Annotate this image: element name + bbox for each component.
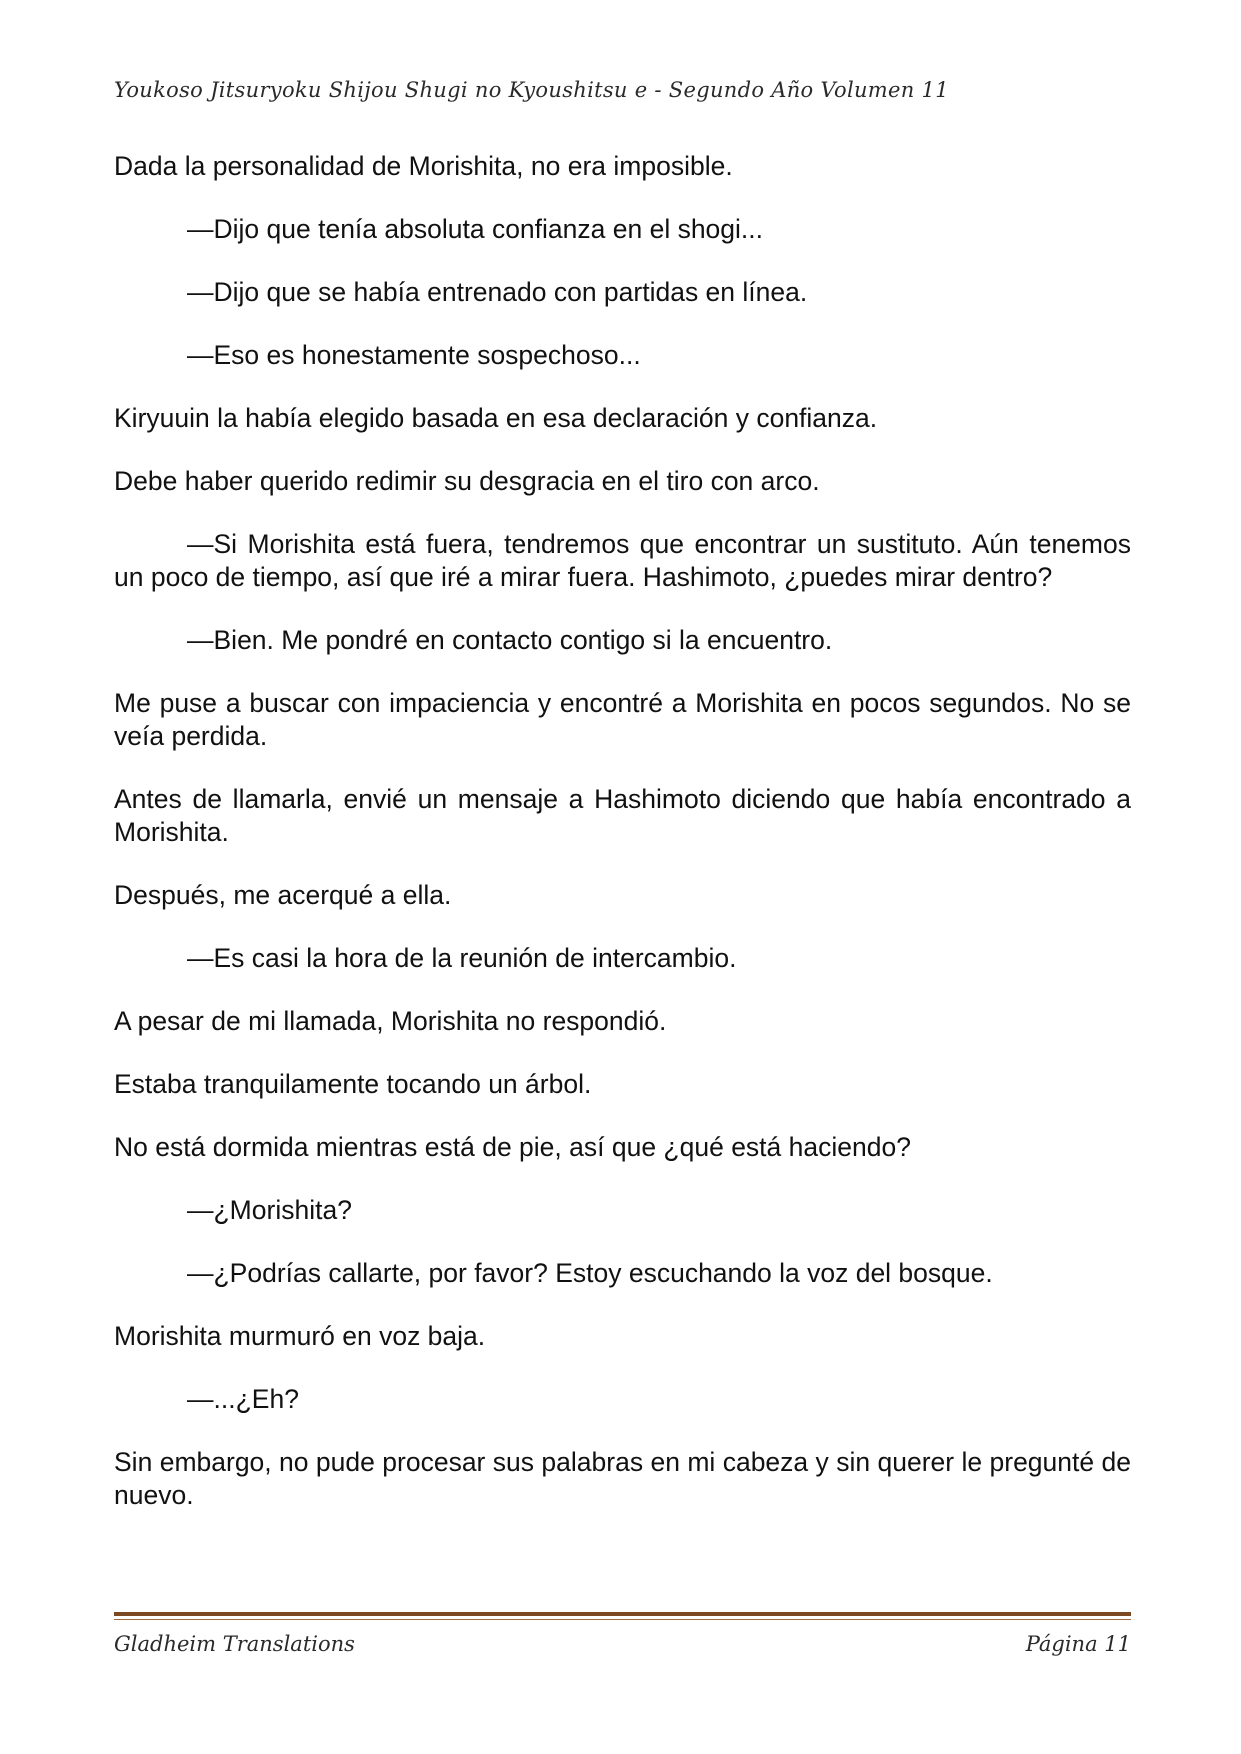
paragraph: Estaba tranquilamente tocando un árbol.	[114, 1069, 592, 1099]
dialogue-paragraph: —Dijo que se había entrenado con partidas en línea.	[187, 277, 808, 307]
page-body	[114, 150, 1131, 1542]
footer-translator-credit: Gladheim Translations	[114, 1632, 355, 1656]
dialogue-paragraph: —Eso es honestamente sospechoso...	[187, 340, 641, 370]
paragraph: Me puse a buscar con impaciencia y encontré a Morishita en pocos segundos. No se veía perdida.	[114, 688, 1131, 751]
paragraph: Kiryuuin la había elegido basada en esa declaración y confianza.	[114, 403, 878, 433]
dialogue-paragraph: —...¿Eh?	[187, 1384, 299, 1414]
paragraph: Morishita murmuró en voz baja.	[114, 1321, 486, 1351]
paragraph: A pesar de mi llamada, Morishita no respondió.	[114, 1006, 667, 1036]
paragraph: Debe haber querido redimir su desgracia en el tiro con arco.	[114, 466, 820, 496]
dialogue-paragraph: —¿Podrías callarte, por favor? Estoy escuchando la voz del bosque.	[187, 1258, 993, 1288]
paragraph: Dada la personalidad de Morishita, no era imposible.	[114, 151, 733, 181]
paragraph: Antes de llamarla, envié un mensaje a Hashimoto diciendo que había encontrado a Morishita.	[114, 784, 1131, 847]
dialogue-paragraph: —Si Morishita está fuera, tendremos que encontrar un sustituto. Aún tenemos un poco de tiempo, así que iré a mirar fuera. Hashimoto, ¿puedes mirar dentro?	[114, 529, 1131, 592]
dialogue-paragraph: —Dijo que tenía absoluta confianza en el shogi...	[187, 214, 764, 244]
dialogue-paragraph: —¿Morishita?	[187, 1195, 352, 1225]
paragraph: Sin embargo, no pude procesar sus palabras en mi cabeza y sin querer le pregunté de nuevo.	[114, 1447, 1131, 1510]
dialogue-paragraph: —Es casi la hora de la reunión de intercambio.	[187, 943, 737, 973]
footer-page-number: Página 11	[1025, 1632, 1131, 1656]
dialogue-paragraph: —Bien. Me pondré en contacto contigo si la encuentro.	[187, 625, 833, 655]
footer-divider	[114, 1612, 1131, 1616]
footer-divider-thin	[114, 1619, 1131, 1620]
page-header-title: Youkoso Jitsuryoku Shijou Shugi no Kyoushitsu e - Segundo Año Volumen 11	[114, 78, 949, 102]
paragraph: Después, me acerqué a ella.	[114, 880, 452, 910]
paragraph: No está dormida mientras está de pie, así que ¿qué está haciendo?	[114, 1132, 911, 1162]
